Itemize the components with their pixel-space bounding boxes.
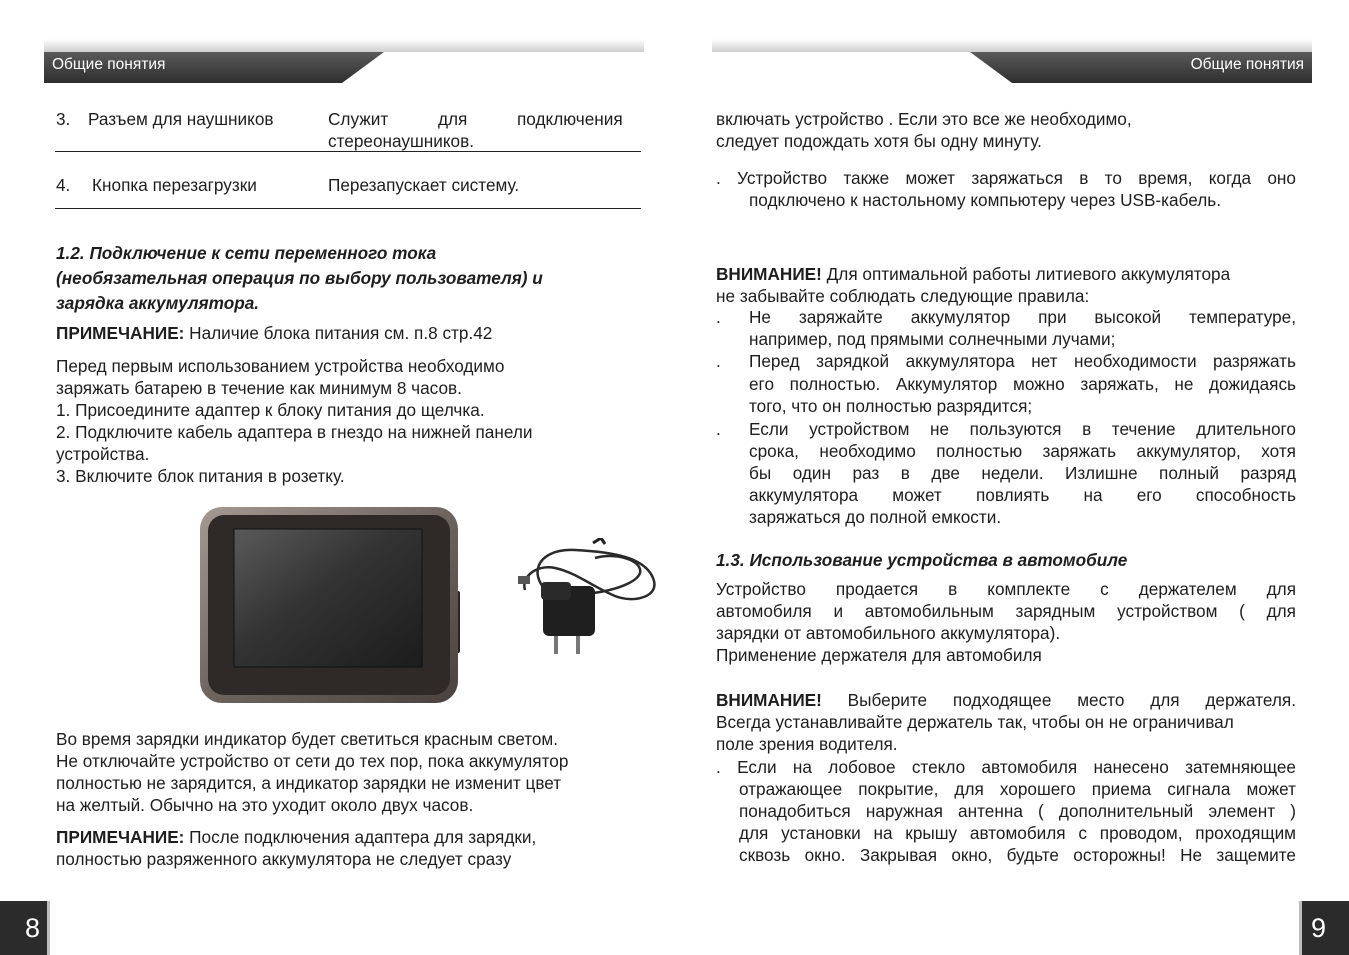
car-kit-line: автомобиля и автомобильным зарядным устройством ( для <box>716 601 1296 621</box>
battery-rule-line: того, что он полностью разрядится; <box>749 396 1033 416</box>
charging-instructions-line: заряжать батарею в течение как минимум 8 часов. <box>56 378 462 398</box>
page-number-right: 9 <box>1299 901 1349 955</box>
charging-instructions-line: 2. Подключите кабель адаптера в гнездо на нижней панели <box>56 422 533 442</box>
gps-device-image <box>198 505 464 705</box>
left-page-header <box>44 39 644 83</box>
windshield-bullet-line: понадобиться наружная антенна ( дополнительный элемент ) <box>739 801 1296 821</box>
table-row4-name: Кнопка перезагрузки <box>92 175 257 195</box>
car-kit-line: Устройство продается в комплекте с держателем для <box>716 579 1296 599</box>
battery-rule-line: аккумулятора может повлиять на его способность <box>749 485 1296 505</box>
page-number-left: 8 <box>0 901 50 955</box>
note-after-connect-line2: полностью разряженного аккумулятора не следует сразу <box>56 849 512 869</box>
usb-charging-bullet: . Устройство также может заряжаться в то время, когда оно <box>716 168 1296 188</box>
table-row3-name: Разъем для наушников <box>88 109 274 129</box>
windshield-bullet-line: сквозь окно. Закрывая окно, будьте осторожны! Не защемите <box>739 845 1296 865</box>
holder-warning-line: Всегда устанавливайте держатель так, чтобы он не ограничивал <box>716 712 1234 732</box>
power-adapter-image <box>515 538 661 658</box>
battery-rule-line: Перед зарядкой аккумулятора нет необходимости разряжать <box>749 351 1296 371</box>
section-1-2-title: (необязательная операция по выбору пользователя) и <box>56 268 543 288</box>
continued-text-line: следует подождать хотя бы одну минуту. <box>716 131 1042 151</box>
battery-rule-line: например, под прямыми солнечными лучами; <box>749 329 1116 349</box>
section-1-2-title: зарядка аккумулятора. <box>56 293 260 313</box>
charging-indicator-line: полностью не зарядится, а индикатор зарядки не изменит цвет <box>56 773 562 793</box>
warning-text: Для оптимальной работы литиевого аккумулятора <box>821 264 1231 284</box>
right-header-title: Общие понятия <box>1190 56 1304 73</box>
section-1-2-title: 1.2. Подключение к сети переменного тока <box>56 243 437 263</box>
bullet-marker: . <box>716 419 721 439</box>
holder-warning-line: поле зрения водителя. <box>716 734 898 754</box>
charging-indicator-line: на желтый. Обычно на это уходит около двух часов. <box>56 795 474 815</box>
battery-rule-line: заряжаться до полной емкости. <box>749 507 1002 527</box>
battery-rule-line: Если устройством не пользуются в течение длительного <box>749 419 1296 439</box>
right-page-header <box>712 39 1312 83</box>
table-divider <box>55 151 641 152</box>
table-row3-desc-word2: для <box>438 109 468 129</box>
continued-text-line: включать устройство . Если это все же необходимо, <box>716 109 1132 129</box>
battery-rule-line: Не заряжайте аккумулятор при высокой температуре, <box>749 307 1296 327</box>
charging-instructions-line: устройства. <box>56 444 150 464</box>
note-label: ПРИМЕЧАНИЕ: <box>56 323 185 343</box>
table-row4-desc: Перезапускает систему. <box>328 175 520 195</box>
car-kit-line: зарядки от автомобильного аккумулятора). <box>716 623 1061 643</box>
table-row3-desc-word3: подключения <box>517 109 623 129</box>
table-row3-number: 3. <box>56 109 71 129</box>
note-text: Наличие блока питания см. п.8 стр.42 <box>184 323 493 343</box>
charging-instructions-line: 1. Присоедините адаптер к блоку питания до щелчка. <box>56 400 485 420</box>
battery-warning-line2: не забывайте соблюдать следующие правила: <box>716 286 1090 306</box>
charging-indicator-line: Не отключайте устройство от сети до тех пор, пока аккумулятор <box>56 751 569 771</box>
warning-label: ВНИМАНИЕ! <box>716 264 822 284</box>
holder-warning <box>716 689 1296 711</box>
table-divider <box>55 208 641 209</box>
note-text: После подключения адаптера для зарядки, <box>184 827 537 847</box>
windshield-bullet-line: отражающее покрытие, для хорошего приема сигнала может <box>739 779 1296 799</box>
note-after-connect <box>56 826 536 848</box>
table-row3-desc-line2: стереонаушников. <box>328 131 475 151</box>
bullet-marker: . <box>716 307 721 327</box>
charging-instructions-line: Перед первым использованием устройства необходимо <box>56 356 505 376</box>
battery-rule-line: его полностью. Аккумулятор можно заряжать, не дожидаясь <box>749 374 1296 394</box>
charging-instructions-line: 3. Включите блок питания в розетку. <box>56 466 345 486</box>
car-kit-line: Применение держателя для автомобиля <box>716 645 1042 665</box>
battery-rule-line: срока, необходимо полностью заряжать аккумулятор, хотя <box>749 441 1296 461</box>
charging-indicator-line: Во время зарядки индикатор будет светиться красным светом. <box>56 729 559 749</box>
bullet-marker: . <box>716 351 721 371</box>
windshield-bullet-line: . Если на лобовое стекло автомобиля нанесено затемняющее <box>716 757 1296 777</box>
note-label: ПРИМЕЧАНИЕ: <box>56 827 185 847</box>
usb-charging-bullet-line2: подключено к настольному компьютеру через USB-кабель. <box>749 190 1221 210</box>
section-1-3-title: 1.3. Использование устройства в автомобиле <box>716 550 1128 570</box>
battery-warning <box>716 263 1230 285</box>
windshield-bullet-line: для установки на крышу автомобиля с проводом, проходящим <box>739 823 1296 843</box>
warning-label: ВНИМАНИЕ! <box>716 690 822 710</box>
battery-rule-line: бы один раз в две недели. Излишне полный разряд <box>749 463 1296 483</box>
table-row4-number: 4. <box>56 175 71 195</box>
table-row3-desc-word1: Служит <box>328 109 389 129</box>
warning-text: Выберите подходящее место для держателя. <box>821 690 1296 710</box>
note-power-supply <box>56 322 492 344</box>
left-header-title: Общие понятия <box>52 56 166 73</box>
